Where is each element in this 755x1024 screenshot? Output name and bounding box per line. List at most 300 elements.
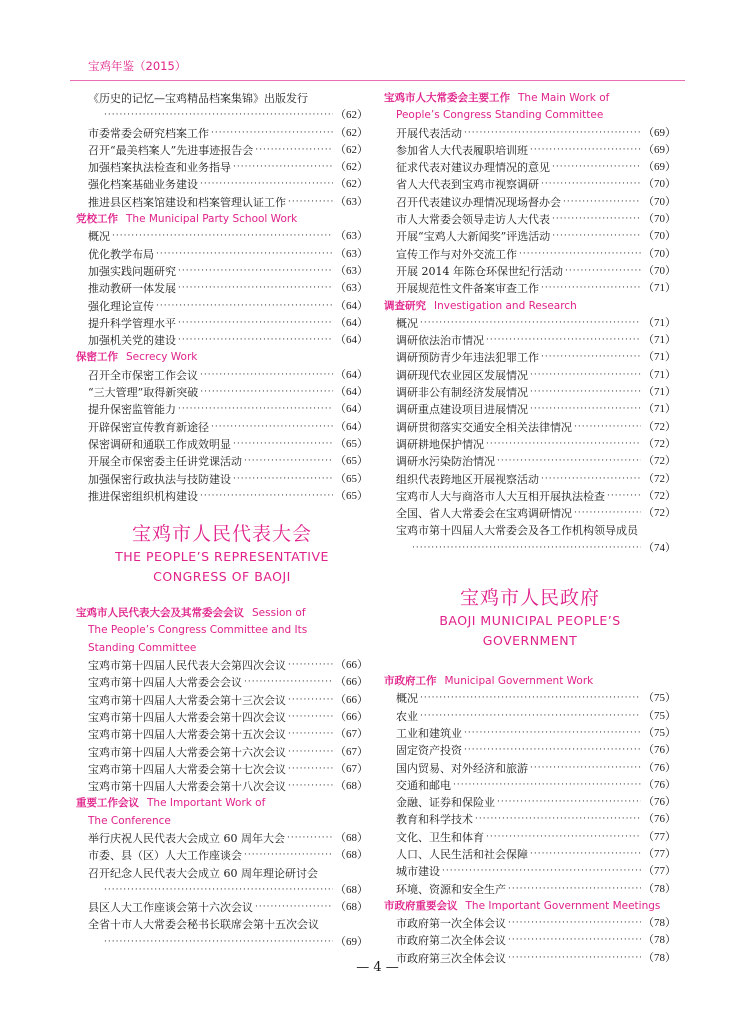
toc-entry-title: 推进县区档案馆建设和档案管理认证工作 [88, 195, 286, 209]
leader-dots [288, 726, 333, 743]
toc-entry[interactable] [384, 436, 676, 453]
leader-dots [497, 794, 641, 811]
part-title-en: CONGRESS OF BAOJI [153, 569, 291, 585]
toc-entry-title: 市人大常委会领导走访人大代表 [396, 213, 550, 227]
toc-page-number: （67） [335, 728, 368, 741]
toc-page-number: （70） [643, 247, 676, 260]
toc-entry[interactable] [76, 90, 368, 107]
toc-page-number: （64） [335, 420, 368, 433]
toc-page-number: （70） [643, 230, 676, 243]
toc-entry[interactable] [76, 125, 368, 142]
toc-entry[interactable] [384, 211, 676, 228]
toc-entry-title: “三大管理”取得新突破 [88, 386, 199, 400]
toc-entry-title: 加强实践问题研究 [88, 264, 176, 278]
toc-entry[interactable] [76, 401, 368, 418]
toc-entry-title: 概况 [88, 230, 110, 244]
toc-right-column [384, 90, 676, 967]
section-heading[interactable] [384, 898, 676, 915]
leader-dots [530, 367, 641, 384]
page-number: — 4 — [356, 960, 399, 975]
toc-entry-title: 概况 [396, 316, 418, 330]
toc-entry[interactable] [76, 159, 368, 176]
section-heading-zh: 市政府重要会议 [384, 899, 458, 912]
toc-page-number: （77） [643, 847, 676, 860]
leader-dots [200, 488, 333, 505]
toc-page-number: （68） [335, 901, 368, 914]
leader-dots [178, 315, 333, 332]
toc-entry-title: 开展“宝鸡人大新闻奖”评选活动 [396, 230, 551, 244]
toc-entry[interactable] [384, 176, 676, 193]
toc-entry-title: 市政府第三次全体会议 [396, 951, 506, 965]
toc-entry-title: 宣传工作与对外交流工作 [396, 247, 517, 261]
toc-entry[interactable] [76, 934, 368, 951]
toc-entry[interactable] [384, 725, 676, 742]
leader-dots [552, 211, 641, 228]
toc-page-number: （68） [335, 780, 368, 793]
toc-entry[interactable] [384, 349, 676, 366]
part-title [76, 521, 368, 587]
toc-page-number: （71） [643, 403, 676, 416]
toc-entry-title: 宝鸡市第十四届人大常委会第十三次会议 [88, 693, 286, 707]
leader-dots [200, 176, 333, 193]
toc-entry[interactable] [384, 829, 676, 846]
leader-dots [288, 657, 333, 674]
toc-page-number: （71） [643, 334, 676, 347]
toc-entry[interactable] [384, 742, 676, 759]
toc-entry[interactable] [76, 419, 368, 436]
leader-dots [464, 742, 641, 759]
toc-entry[interactable] [76, 436, 368, 453]
toc-entry[interactable] [384, 760, 676, 777]
section-heading-zh: 调查研究 [384, 299, 426, 312]
toc-entry-title: 人口、人民生活和社会保障 [396, 847, 528, 861]
toc-entry-title: 调研贯彻落实交通安全相关法律情况 [396, 420, 572, 434]
leader-dots [486, 829, 641, 846]
toc-entry[interactable] [384, 453, 676, 470]
leader-dots [453, 777, 641, 794]
toc-entry[interactable] [384, 690, 676, 707]
toc-entry[interactable] [76, 744, 368, 761]
part-title-en: THE PEOPLE’S REPRESENTATIVE [115, 549, 329, 565]
toc-page-number: （69） [643, 126, 676, 139]
toc-entry[interactable] [76, 176, 368, 193]
toc-entry-title: 文化、卫生和体育 [396, 830, 484, 844]
toc-entry[interactable] [76, 657, 368, 674]
toc-entry[interactable] [76, 263, 368, 280]
toc-entry[interactable] [76, 726, 368, 743]
toc-entry[interactable] [384, 811, 676, 828]
toc-entry-title: 调研预防青少年违法犯罪工作 [396, 351, 539, 365]
section-heading-en: The Important Government Meetings [465, 899, 661, 912]
toc-page-number: （72） [643, 507, 676, 520]
toc-page-number: （65） [335, 455, 368, 468]
section-heading[interactable] [76, 605, 368, 657]
toc-entry-title: 征求代表对建议办理情况的意见 [396, 161, 550, 175]
section-heading-en-cont: People’s Congress Standing Committee [396, 109, 604, 122]
toc-page-number: （76） [643, 796, 676, 809]
toc-entry-title: 推动教研一体发展 [88, 282, 176, 296]
toc-page-number: （66） [335, 693, 368, 706]
toc-entry[interactable] [384, 125, 676, 142]
toc-entry[interactable] [384, 401, 676, 418]
toc-entry[interactable] [76, 916, 368, 933]
toc-page-number: （78） [643, 951, 676, 964]
toc-entry-title: 召开代表建议办理情况现场督办会 [396, 195, 561, 209]
leader-dots [412, 540, 641, 557]
toc-entry[interactable] [76, 692, 368, 709]
leader-dots [530, 142, 641, 159]
toc-page-number: （70） [643, 213, 676, 226]
toc-entry[interactable] [384, 159, 676, 176]
toc-entry-title: 调研非公有制经济发展情况 [396, 386, 528, 400]
toc-entry-title: 开展规范性文件备案审查工作 [396, 282, 539, 296]
toc-entry-title: 概况 [396, 692, 418, 706]
leader-dots [420, 315, 641, 332]
leader-dots [233, 471, 333, 488]
toc-entry[interactable] [76, 228, 368, 245]
toc-entry[interactable] [384, 881, 676, 898]
leader-dots [574, 419, 641, 436]
leader-dots [464, 125, 641, 142]
toc-page-number: （67） [335, 762, 368, 775]
toc-entry-title: 市委、县（区）人大工作座谈会 [88, 849, 242, 863]
toc-entry[interactable] [384, 846, 676, 863]
toc-entry-title: 宝鸡市第十四届人大常委会第十八次会议 [88, 780, 286, 794]
section-heading[interactable] [76, 349, 368, 366]
leader-dots [420, 690, 641, 707]
toc-page-number: （63） [335, 230, 368, 243]
running-head-title: 宝鸡年鉴（2015） [88, 59, 187, 73]
leader-dots [420, 708, 641, 725]
toc-page-number: （76） [643, 813, 676, 826]
toc-entry-title: 宝鸡市第十四届人大常委会第十七次会议 [88, 762, 286, 776]
leader-dots [565, 263, 641, 280]
toc-page-number: （78） [643, 934, 676, 947]
leader-dots [104, 107, 333, 124]
toc-entry[interactable] [384, 263, 676, 280]
toc-entry-title: 全国、省人大常委会在宝鸡调研情况 [396, 507, 572, 521]
toc-entry-title: 农业 [396, 709, 418, 723]
leader-dots [178, 280, 333, 297]
leader-dots [112, 228, 333, 245]
leader-dots [574, 505, 641, 522]
leader-dots [288, 778, 333, 795]
toc-entry-title: 市政府第一次全体会议 [396, 917, 506, 931]
toc-entry-title: 优化教学布局 [88, 247, 154, 261]
toc-page-number: （77） [643, 830, 676, 843]
toc-entry-title: 教育和科学技术 [396, 813, 473, 827]
section-heading-en: The Municipal Party School Work [126, 213, 298, 226]
toc-entry-title: 开展全市保密委主任讲党课活动 [88, 455, 242, 469]
toc-page-number: （65） [335, 437, 368, 450]
toc-entry[interactable] [76, 471, 368, 488]
toc-entry[interactable] [384, 932, 676, 949]
toc-entry[interactable] [76, 315, 368, 332]
toc-page-number: （70） [643, 264, 676, 277]
toc-entry[interactable] [76, 899, 368, 916]
toc-entry-title: 提升保密监管能力 [88, 403, 176, 417]
leader-dots [233, 159, 333, 176]
toc-page-number: （68） [335, 831, 368, 844]
toc-page-number: （67） [335, 745, 368, 758]
toc-page-number: （70） [643, 178, 676, 191]
toc-page-number: （62） [335, 143, 368, 156]
leader-dots [244, 453, 333, 470]
toc-entry[interactable] [384, 315, 676, 332]
toc-page-number: （69） [643, 161, 676, 174]
toc-entry-title: 国内贸易、对外经济和旅游 [396, 761, 528, 775]
toc-page-number: （64） [335, 316, 368, 329]
toc-page-number: （70） [643, 195, 676, 208]
toc-page-number: （72） [643, 472, 676, 485]
toc-entry-title: 市政府第二次全体会议 [396, 934, 506, 948]
toc-entry[interactable] [384, 194, 676, 211]
toc-entry-title: 调研现代农业园区发展情况 [396, 368, 528, 382]
section-heading-en-cont: The Conference [88, 814, 171, 827]
toc-entry-title: 宝鸡市第十四届人民代表大会第四次会议 [88, 659, 286, 673]
toc-left-column [76, 90, 368, 951]
toc-entry[interactable] [76, 488, 368, 505]
part-title [384, 585, 676, 651]
leader-dots [255, 899, 333, 916]
toc-entry[interactable] [384, 540, 676, 557]
toc-page-number: （64） [335, 368, 368, 381]
toc-page-number: （64） [335, 299, 368, 312]
toc-page-number: （63） [335, 282, 368, 295]
toc-entry[interactable] [76, 246, 368, 263]
leader-dots [475, 811, 641, 828]
toc-page-number: （62） [335, 126, 368, 139]
toc-page-number: （68） [335, 849, 368, 862]
toc-entry[interactable] [76, 298, 368, 315]
leader-dots [552, 159, 641, 176]
toc-entry[interactable] [76, 142, 368, 159]
leader-dots [244, 847, 333, 864]
toc-entry-title: 召开纪念人民代表大会成立 60 周年理论研讨会 [88, 866, 318, 880]
toc-entry[interactable] [76, 778, 368, 795]
leader-dots [530, 401, 641, 418]
toc-entry-title: 开展 2014 年陈仓环保世纪行活动 [396, 264, 563, 278]
leader-dots [508, 881, 641, 898]
toc-entry-title: 工业和建筑业 [396, 726, 462, 740]
toc-entry[interactable] [76, 194, 368, 211]
toc-entry[interactable] [76, 280, 368, 297]
section-heading-zh: 宝鸡市人大常委会主要工作 [384, 92, 510, 104]
toc-page-number: （78） [643, 882, 676, 895]
leader-dots [288, 709, 333, 726]
leader-dots [541, 176, 641, 193]
toc-entry-title: 市委常委会研究档案工作 [88, 126, 209, 140]
toc-entry[interactable] [384, 419, 676, 436]
toc-page-number: （76） [643, 761, 676, 774]
toc-entry-title: 加强保密行政执法与技防建设 [88, 472, 231, 486]
toc-entry[interactable] [384, 280, 676, 297]
toc-page-number: （62） [335, 161, 368, 174]
toc-page-number: （64） [335, 386, 368, 399]
leader-dots [178, 263, 333, 280]
leader-dots [156, 298, 333, 315]
toc-entry-title: 宝鸡市第十四届人大常委会会议 [88, 676, 242, 690]
section-heading-en: Secrecy Work [126, 351, 198, 364]
toc-entry-title: 提升科学管理水平 [88, 316, 176, 330]
leader-dots [288, 761, 333, 778]
toc-entry[interactable] [384, 794, 676, 811]
toc-entry[interactable] [76, 367, 368, 384]
section-heading[interactable] [384, 298, 676, 315]
section-heading-en-cont: The People’s Congress Committee and Its [88, 624, 308, 637]
section-heading-zh: 保密工作 [76, 351, 118, 364]
toc-entry[interactable] [76, 709, 368, 726]
leader-dots [211, 419, 333, 436]
toc-page-number: （77） [643, 865, 676, 878]
leader-dots [287, 830, 333, 847]
leader-dots [255, 142, 333, 159]
toc-entry-title: 召开全市保密工作会议 [88, 368, 198, 382]
toc-entry-title: 加强机关党的建设 [88, 334, 176, 348]
toc-page-number: （72） [643, 489, 676, 502]
leader-dots [442, 863, 641, 880]
section-heading-en-cont: Standing Committee [88, 641, 197, 654]
toc-page-number: （75） [643, 692, 676, 705]
toc-entry[interactable] [76, 847, 368, 864]
toc-entry[interactable] [384, 471, 676, 488]
toc-entry-title: 县区人大工作座谈会第十六次会议 [88, 901, 253, 915]
toc-entry[interactable] [76, 384, 368, 401]
toc-entry-title: 宝鸡市第十四届人大常委会第十六次会议 [88, 745, 286, 759]
toc-entry[interactable] [384, 522, 676, 539]
toc-page-number: （71） [643, 316, 676, 329]
toc-entry[interactable] [384, 488, 676, 505]
toc-entry[interactable] [76, 674, 368, 691]
part-title-en: GOVERNMENT [482, 633, 578, 649]
toc-page-number: （76） [643, 778, 676, 791]
leader-dots [104, 934, 333, 951]
toc-entry[interactable] [76, 882, 368, 899]
toc-entry[interactable] [384, 915, 676, 932]
toc-entry[interactable] [384, 332, 676, 349]
toc-entry-title: 宝鸡市第十四届人大常委会第十五次会议 [88, 728, 286, 742]
toc-entry-title: 宝鸡市人大与商洛市人大互相开展执法检查 [396, 489, 605, 503]
leader-dots [104, 882, 333, 899]
toc-entry-title: 调研重点建设项目进展情况 [396, 403, 528, 417]
toc-entry-title: 调研水污染防治情况 [396, 455, 495, 469]
leader-dots [211, 125, 333, 142]
section-heading-zh: 市政府工作 [384, 675, 437, 688]
leader-dots [541, 280, 641, 297]
leader-dots [497, 453, 641, 470]
toc-page-number: （74） [643, 541, 676, 554]
toc-entry-title: 强化理论宣传 [88, 299, 154, 313]
toc-page-number: （72） [643, 455, 676, 468]
section-heading[interactable] [384, 673, 676, 690]
toc-entry[interactable] [384, 384, 676, 401]
toc-entry-title: 推进保密组织机构建设 [88, 489, 198, 503]
toc-page-number: （63） [335, 247, 368, 260]
part-title-zh: 宝鸡市人民政府 [459, 587, 600, 610]
leader-dots [552, 228, 641, 245]
toc-entry[interactable] [76, 830, 368, 847]
toc-page-number: （69） [643, 143, 676, 156]
toc-page-number: （75） [643, 726, 676, 739]
toc-page-number: （64） [335, 334, 368, 347]
leader-dots [519, 246, 641, 263]
toc-entry-title: 保密调研和通联工作成效明显 [88, 437, 231, 451]
toc-page-number: （63） [335, 264, 368, 277]
toc-entry[interactable] [76, 761, 368, 778]
leader-dots [288, 194, 333, 211]
toc-page-number: （72） [643, 420, 676, 433]
toc-entry-title: 开展代表活动 [396, 126, 462, 140]
toc-entry-title: 全省十市人大常委会秘书长联席会第十五次会议 [88, 918, 319, 932]
section-heading[interactable] [76, 795, 368, 830]
section-heading[interactable] [384, 90, 676, 125]
toc-entry-title: 召开“最美档案人”先进事迹报告会 [88, 143, 254, 157]
toc-entry-title: 强化档案基础业务建设 [88, 178, 198, 192]
section-heading-en: Investigation and Research [434, 299, 577, 312]
toc-entry[interactable] [384, 505, 676, 522]
toc-entry[interactable] [384, 246, 676, 263]
leader-dots [530, 760, 641, 777]
section-heading-zh: 党校工作 [76, 213, 118, 226]
toc-page-number: （78） [643, 917, 676, 930]
toc-entry-title: 城市建设 [396, 865, 440, 879]
toc-page-number: （66） [335, 659, 368, 672]
leader-dots [508, 915, 641, 932]
toc-entry-title: 省人大代表到宝鸡市视察调研 [396, 178, 539, 192]
toc-entry-title: 调研依法治市情况 [396, 334, 484, 348]
section-heading-en: The Main Work of [518, 92, 610, 104]
header-rule [70, 80, 685, 81]
toc-entry-title: 宝鸡市第十四届人大常委会及各工作机构领导成员 [396, 524, 638, 538]
toc-entry-title: 组织代表跨地区开展视察活动 [396, 472, 539, 486]
toc-entry-title: 环境、资源和安全生产 [396, 882, 506, 896]
toc-entry[interactable] [384, 863, 676, 880]
toc-entry[interactable] [76, 865, 368, 882]
leader-dots [200, 384, 333, 401]
leader-dots [486, 332, 641, 349]
leader-dots [508, 932, 641, 949]
toc-entry[interactable] [384, 367, 676, 384]
toc-page-number: （71） [643, 282, 676, 295]
toc-page-number: （71） [643, 386, 676, 399]
toc-page-number: （76） [643, 744, 676, 757]
leader-dots [288, 692, 333, 709]
section-heading[interactable] [76, 211, 368, 228]
toc-page-number: （75） [643, 709, 676, 722]
leader-dots [530, 846, 641, 863]
toc-page-number: （72） [643, 437, 676, 450]
toc-entry-title: 交通和邮电 [396, 778, 451, 792]
toc-page-number: （68） [335, 883, 368, 896]
leader-dots [156, 246, 333, 263]
toc-page-number: （65） [335, 489, 368, 502]
section-heading-zh: 宝鸡市人民代表大会及其常委会会议 [76, 607, 244, 620]
toc-entry[interactable] [384, 777, 676, 794]
toc-entry[interactable] [384, 228, 676, 245]
toc-entry[interactable] [76, 107, 368, 124]
toc-entry[interactable] [384, 708, 676, 725]
leader-dots [607, 488, 641, 505]
leader-dots [464, 725, 641, 742]
toc-entry-title: 参加省人大代表履职培训班 [396, 143, 528, 157]
toc-page-number: （65） [335, 472, 368, 485]
toc-entry[interactable] [384, 142, 676, 159]
toc-entry[interactable] [76, 332, 368, 349]
part-title-zh: 宝鸡市人民代表大会 [131, 523, 312, 546]
toc-entry-title: 固定资产投资 [396, 744, 462, 758]
toc-entry[interactable] [76, 453, 368, 470]
toc-page-number: （69） [335, 935, 368, 948]
